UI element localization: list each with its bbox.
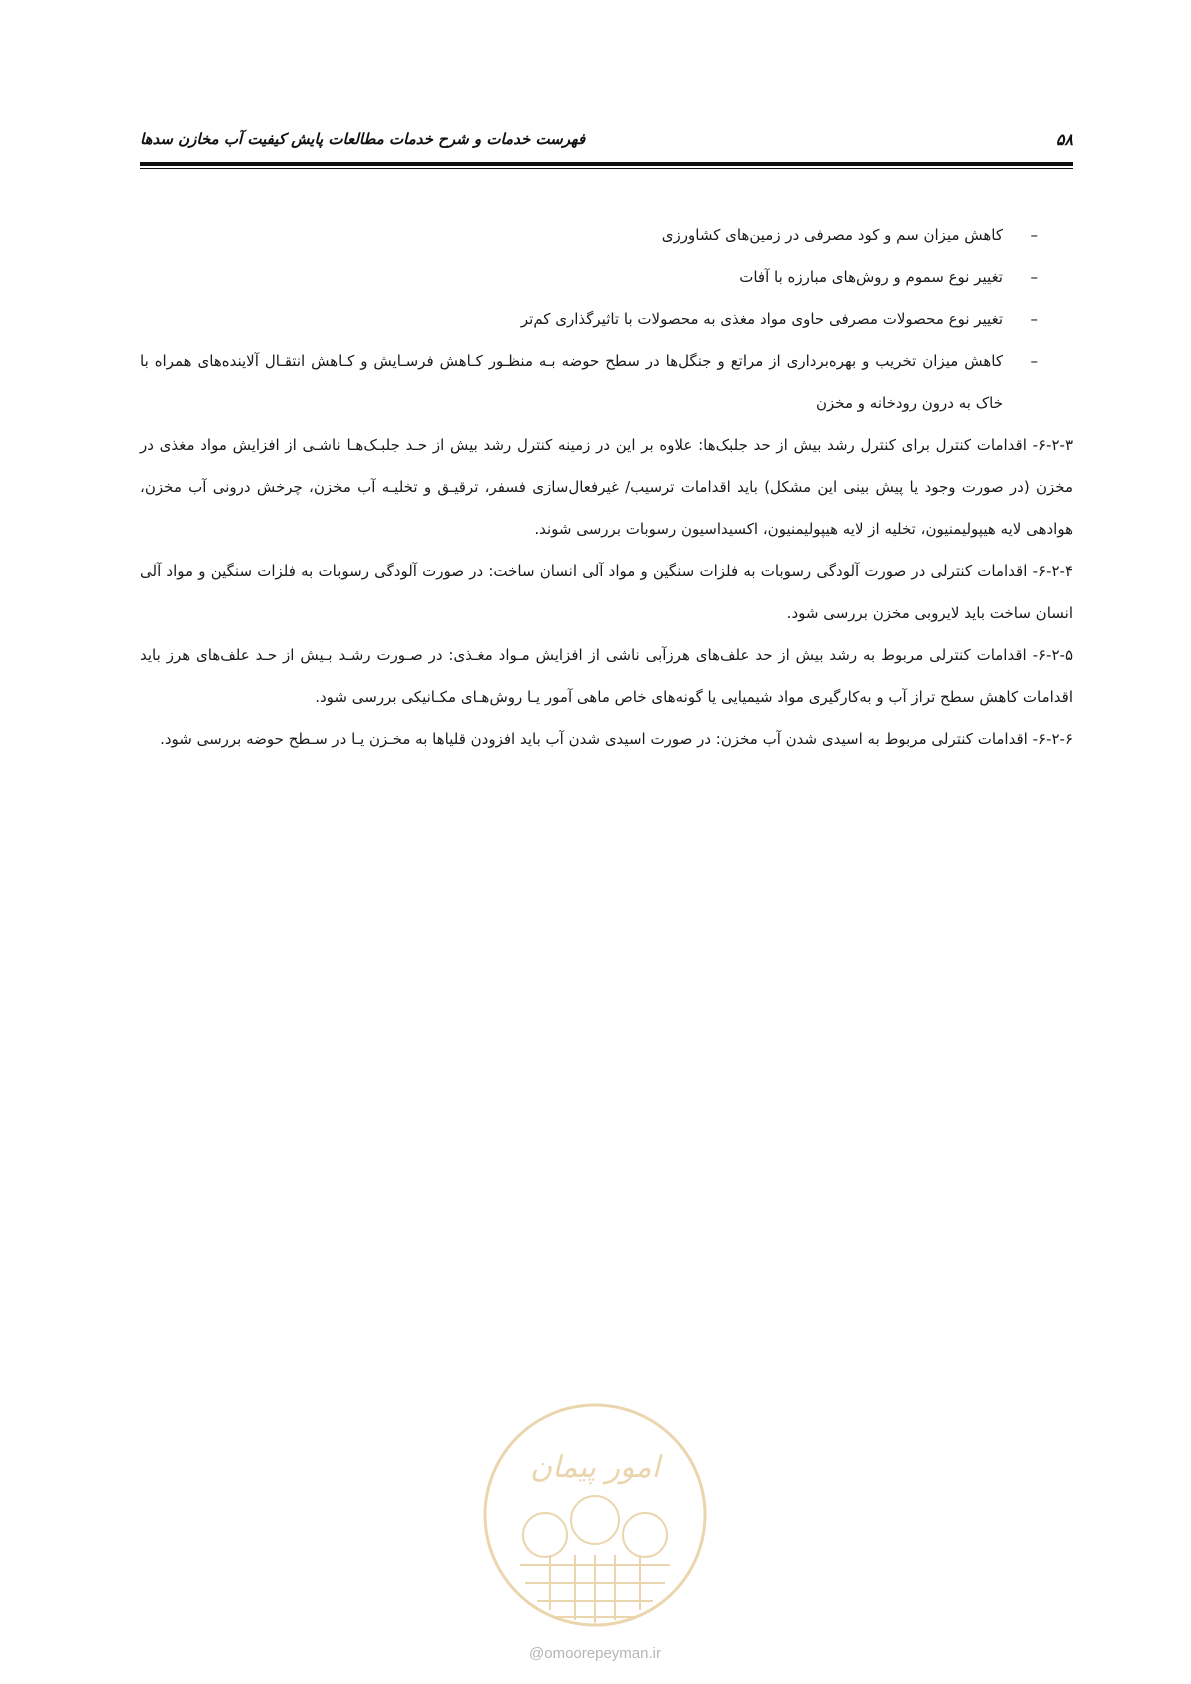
bullet-dash: – xyxy=(1030,352,1038,370)
list-item-text: تغییر نوع سموم و روش‌های مبارزه با آفات xyxy=(739,268,1003,286)
watermark-url: @omoorepeyman.ir xyxy=(529,1645,661,1662)
watermark-logo xyxy=(475,1395,715,1635)
page-number: ۵۸ xyxy=(1055,129,1073,149)
list-item xyxy=(140,298,1073,340)
bullet-list xyxy=(140,214,1073,424)
gears-icon xyxy=(523,1496,667,1557)
list-item-text: کاهش میزان سم و کود مصرفی در زمین‌های کشاورزی xyxy=(661,226,1003,244)
list-item xyxy=(140,256,1073,298)
bullet-dash: – xyxy=(1030,226,1038,244)
bullet-dash: – xyxy=(1030,268,1038,286)
watermark-logo-text: امور پیمان xyxy=(530,1450,660,1485)
paragraph-6-2-4: ۶-۲-۴- اقدامات کنترلی در صورت آلودگی رسوبات به فلزات سنگین و مواد آلی انسان ساخت: در صورت آلودگی رسوبات به فلزات سنگین و مواد آلی انسان ساخت باید لایروبی مخزن بررسی شود. xyxy=(140,562,1073,622)
header-rule-thick xyxy=(140,162,1073,166)
list-item-text: تغییر نوع محصولات مصرفی حاوی مواد مغذی به محصولات با تاثیرگذاری کم‌تر xyxy=(520,310,1003,328)
paragraph-6-2-6: ۶-۲-۶- اقدامات کنترلی مربوط به اسیدی شدن آب مخزن: در صورت اسیدی شدن آب باید افزودن قلیاها به مخـزن یـا در سـطح حوضه بررسی شود. xyxy=(160,730,1073,748)
header-title: فهرست خدمات و شرح خدمات مطالعات پایش کیفیت آب مخازن سدها xyxy=(140,130,586,148)
list-item xyxy=(140,214,1073,256)
bullet-dash: – xyxy=(1030,310,1038,328)
list-item xyxy=(140,340,1073,424)
paragraph-6-2-3: ۶-۲-۳- اقدامات کنترل برای کنترل رشد بیش از حد جلبک‌ها: علاوه بر این در زمینه کنترل رشد بیش از حـد جلبـک‌هـا ناشـی از افزایش مواد مغذی در مخزن (در صورت وجود یا پیش بینی این مشکل) باید اقدامات ترسیب/ غیرفعال‌سازی فسفر، ترقیـق و تخلیـه آب مخزن، چرخش درونی آب مخزن، هوادهی لایه هیپولیمنیون، تخلیه از لایه هیپولیمنیون، اکسیداسیون رسوبات بررسی شوند. xyxy=(140,436,1073,538)
header-rule-thin xyxy=(140,168,1073,169)
list-item-text: کاهش میزان تخریب و بهره‌برداری از مراتع و جنگل‌ها در سطح حوضه بـه منظـور کـاهش فرسـایش و کـاهش انتقـال آلاینده‌های همراه با خاک به درون رودخانه و مخزن xyxy=(140,352,1003,412)
page-header xyxy=(140,124,1073,154)
document-body xyxy=(140,214,1073,760)
paragraph-6-2-5: ۶-۲-۵- اقدامات کنترلی مربوط به رشد بیش از حد علف‌های هرزآبی ناشی از افزایش مـواد مغـذی: در صـورت رشـد بـیش از حـد علف‌های هرز باید اقدامات کاهش سطح تراز آب و به‌کارگیری مواد شیمیایی یا گونه‌های خاص ماهی آمور یـا روش‌هـای مکـانیکی بررسی شود. xyxy=(140,646,1073,706)
